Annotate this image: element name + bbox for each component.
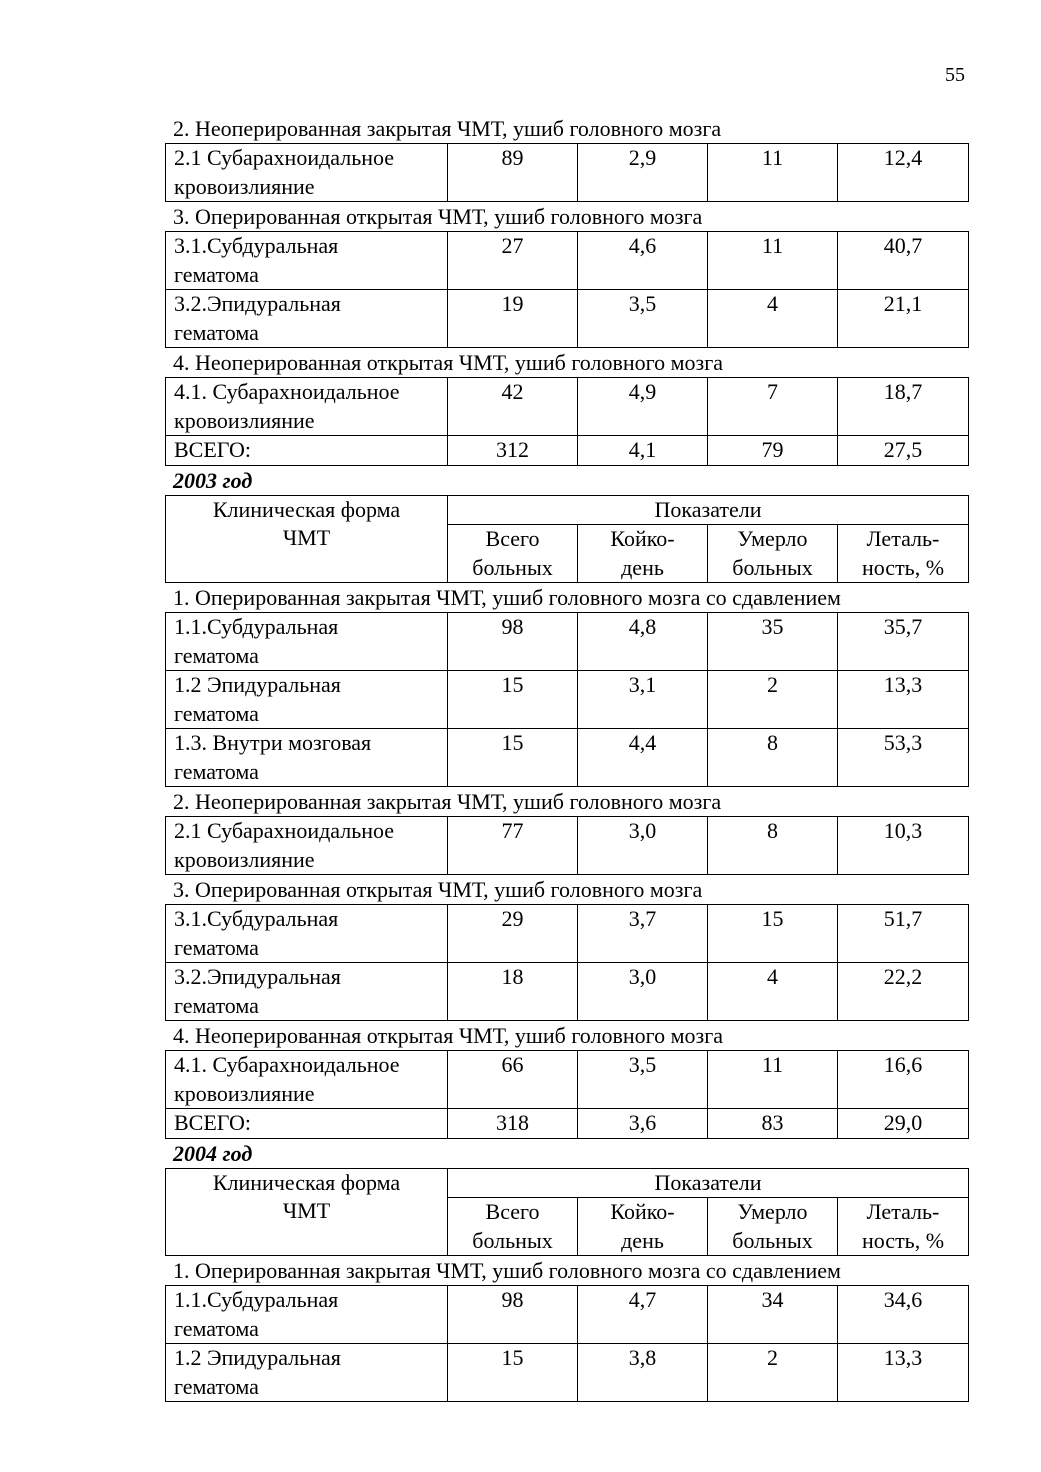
value-cell: 29,0	[838, 1109, 969, 1139]
cell-text-line: гематома	[174, 1373, 259, 1399]
cell-text-line: ность, %	[861, 554, 945, 580]
cell-text-line: Леталь-	[866, 1199, 940, 1224]
value-cell: 7	[708, 378, 838, 436]
table-row	[166, 290, 969, 348]
header-subcell	[708, 1198, 838, 1256]
cell-text-line: 1.2 Эпидуральная	[174, 672, 341, 697]
value-cell: 27	[448, 232, 578, 290]
value-cell: 4,7	[578, 1286, 708, 1344]
cell-text-line: гематома	[174, 1315, 259, 1341]
table-header	[165, 1168, 969, 1257]
value-cell: 4	[708, 290, 838, 348]
cell-text-line: кровоизлияние	[174, 1080, 315, 1106]
cell-text-line: ЧМТ	[282, 525, 331, 550]
table-row	[166, 671, 969, 729]
value-cell: 83	[708, 1109, 838, 1139]
cell-text-line: кровоизлияние	[174, 173, 315, 199]
table-row	[166, 613, 969, 671]
value-cell: 42	[448, 378, 578, 436]
cell-text-line: 3.2.Эпидуральная	[174, 964, 341, 989]
row-name-cell	[166, 232, 448, 290]
value-cell: 10,3	[838, 817, 969, 875]
row-name-cell	[166, 1051, 448, 1109]
value-cell: 11	[708, 232, 838, 290]
header-name-cell	[166, 495, 448, 583]
header-subcell	[448, 1198, 578, 1256]
value-cell: 35,7	[838, 613, 969, 671]
value-cell: 51,7	[838, 905, 969, 963]
header-subcell	[448, 525, 578, 583]
data-table	[165, 143, 969, 202]
table-row	[166, 378, 969, 436]
value-cell: 27,5	[838, 436, 969, 466]
row-name-cell	[166, 613, 448, 671]
value-cell: 34	[708, 1286, 838, 1344]
cell-text-line: больных	[472, 1227, 553, 1253]
value-cell: 34,6	[838, 1286, 969, 1344]
cell-text-line: 2.1 Субарахноидальное	[174, 145, 395, 170]
value-cell: 11	[708, 144, 838, 202]
value-cell: 15	[708, 905, 838, 963]
value-cell: 4,1	[578, 436, 708, 466]
value-cell: 89	[448, 144, 578, 202]
cell-text-line: гематома	[174, 934, 259, 960]
value-cell: 13,3	[838, 1344, 969, 1402]
value-cell: 4,9	[578, 378, 708, 436]
value-cell: 11	[708, 1051, 838, 1109]
cell-text-line: Леталь-	[866, 526, 940, 551]
year-heading: 2004 год	[173, 1140, 253, 1166]
cell-text-line: 4.1. Субарахноидальное	[174, 1052, 400, 1077]
cell-text-line: 1.1.Субдуральная	[174, 614, 339, 639]
table-row	[166, 1286, 969, 1344]
cell-text-line: ВСЕГО:	[174, 437, 251, 462]
cell-text-line: 1.2 Эпидуральная	[174, 1345, 341, 1370]
value-cell: 53,3	[838, 729, 969, 787]
cell-text-line: 1.3. Внутри мозговая	[174, 730, 372, 755]
table-row	[166, 817, 969, 875]
value-cell: 4,6	[578, 232, 708, 290]
value-cell: 3,7	[578, 905, 708, 963]
cell-text-line: гематома	[174, 642, 259, 668]
table-row	[166, 1051, 969, 1109]
value-cell: 4,4	[578, 729, 708, 787]
value-cell: 16,6	[838, 1051, 969, 1109]
value-cell: 40,7	[838, 232, 969, 290]
cell-text-line: день	[621, 1227, 664, 1253]
value-cell: 18,7	[838, 378, 969, 436]
header-row	[166, 495, 969, 525]
row-name-cell	[166, 729, 448, 787]
row-name-cell	[166, 905, 448, 963]
cell-text-line: гематома	[174, 992, 259, 1018]
row-name-cell	[166, 1109, 448, 1139]
row-name-cell	[166, 378, 448, 436]
cell-text-line: ВСЕГО:	[174, 1110, 251, 1135]
cell-text-line: 2.1 Субарахноидальное	[174, 818, 395, 843]
row-name-cell	[166, 963, 448, 1021]
value-cell: 29	[448, 905, 578, 963]
data-table	[165, 612, 969, 787]
cell-text-line: кровоизлияние	[174, 407, 315, 433]
cell-text-line: Клиническая форма	[212, 1169, 401, 1195]
header-row	[166, 1168, 969, 1198]
table-row	[166, 963, 969, 1021]
section-heading: 1. Оперированная закрытая ЧМТ, ушиб головного мозга со сдавлением	[173, 585, 841, 610]
value-cell: 312	[448, 436, 578, 466]
value-cell: 8	[708, 729, 838, 787]
table-row	[166, 232, 969, 290]
value-cell: 3,6	[578, 1109, 708, 1139]
value-cell: 8	[708, 817, 838, 875]
table-row	[166, 1344, 969, 1402]
header-main-cell: Показатели	[448, 495, 969, 525]
table-row	[166, 1109, 969, 1139]
value-cell: 22,2	[838, 963, 969, 1021]
cell-text-line: Умерло	[737, 526, 808, 551]
value-cell: 15	[448, 671, 578, 729]
data-table	[165, 231, 969, 348]
cell-text-line: больных	[472, 554, 553, 580]
year-heading: 2003 год	[173, 467, 253, 493]
value-cell: 98	[448, 613, 578, 671]
value-cell: 15	[448, 1344, 578, 1402]
value-cell: 13,3	[838, 671, 969, 729]
value-cell: 21,1	[838, 290, 969, 348]
row-name-cell	[166, 817, 448, 875]
value-cell: 3,0	[578, 963, 708, 1021]
value-cell: 3,1	[578, 671, 708, 729]
table-row	[166, 905, 969, 963]
value-cell: 35	[708, 613, 838, 671]
data-table	[165, 1050, 969, 1139]
header-main-cell: Показатели	[448, 1168, 969, 1198]
section-heading: 3. Оперированная открытая ЧМТ, ушиб головного мозга	[173, 204, 703, 229]
cell-text-line: Койко-	[610, 1199, 675, 1224]
value-cell: 66	[448, 1051, 578, 1109]
cell-text-line: 3.2.Эпидуральная	[174, 291, 341, 316]
value-cell: 3,5	[578, 290, 708, 348]
cell-text-line: Клиническая форма	[212, 496, 401, 522]
value-cell: 15	[448, 729, 578, 787]
cell-text-line: 1.1.Субдуральная	[174, 1287, 339, 1312]
cell-text-line: гематома	[174, 758, 259, 784]
section-heading: 4. Неоперированная открытая ЧМТ, ушиб головного мозга	[173, 350, 724, 375]
cell-text-line: день	[621, 554, 664, 580]
header-subcell	[838, 525, 969, 583]
cell-text-line: 3.1.Субдуральная	[174, 233, 339, 258]
section-heading: 4. Неоперированная открытая ЧМТ, ушиб головного мозга	[173, 1023, 724, 1048]
cell-text-line: гематома	[174, 700, 259, 726]
header-subcell	[578, 525, 708, 583]
value-cell: 2,9	[578, 144, 708, 202]
value-cell: 98	[448, 1286, 578, 1344]
value-cell: 3,5	[578, 1051, 708, 1109]
cell-text-line: больных	[732, 554, 813, 580]
value-cell: 79	[708, 436, 838, 466]
document-body	[165, 114, 968, 1402]
row-name-cell	[166, 1344, 448, 1402]
page-number: 55	[945, 64, 965, 86]
value-cell: 4,8	[578, 613, 708, 671]
section-heading: 2. Неоперированная закрытая ЧМТ, ушиб головного мозга	[173, 789, 722, 814]
cell-text-line: гематома	[174, 319, 259, 345]
row-name-cell	[166, 436, 448, 466]
cell-text-line: Всего	[485, 526, 540, 551]
value-cell: 2	[708, 1344, 838, 1402]
value-cell: 3,0	[578, 817, 708, 875]
section-heading: 3. Оперированная открытая ЧМТ, ушиб головного мозга	[173, 877, 703, 902]
table-row	[166, 729, 969, 787]
value-cell: 3,8	[578, 1344, 708, 1402]
data-table	[165, 904, 969, 1021]
cell-text-line: Умерло	[737, 1199, 808, 1224]
header-subcell	[578, 1198, 708, 1256]
row-name-cell	[166, 671, 448, 729]
value-cell: 2	[708, 671, 838, 729]
value-cell: 19	[448, 290, 578, 348]
data-table	[165, 816, 969, 875]
cell-text-line: ность, %	[861, 1227, 945, 1253]
cell-text-line: гематома	[174, 261, 259, 287]
table-header	[165, 495, 969, 584]
value-cell: 18	[448, 963, 578, 1021]
row-name-cell	[166, 1286, 448, 1344]
cell-text-line: 4.1. Субарахноидальное	[174, 379, 400, 404]
table-row	[166, 144, 969, 202]
header-subcell	[838, 1198, 969, 1256]
cell-text-line: больных	[732, 1227, 813, 1253]
table-row	[166, 436, 969, 466]
row-name-cell	[166, 144, 448, 202]
cell-text-line: ЧМТ	[282, 1198, 331, 1223]
value-cell: 12,4	[838, 144, 969, 202]
value-cell: 4	[708, 963, 838, 1021]
section-heading: 2. Неоперированная закрытая ЧМТ, ушиб головного мозга	[173, 116, 722, 141]
data-table	[165, 377, 969, 466]
section-heading: 1. Оперированная закрытая ЧМТ, ушиб головного мозга со сдавлением	[173, 1258, 841, 1283]
header-name-cell	[166, 1168, 448, 1256]
cell-text-line: кровоизлияние	[174, 846, 315, 872]
value-cell: 77	[448, 817, 578, 875]
cell-text-line: Койко-	[610, 526, 675, 551]
data-table	[165, 1285, 969, 1402]
header-subcell	[708, 525, 838, 583]
cell-text-line: 3.1.Субдуральная	[174, 906, 339, 931]
row-name-cell	[166, 290, 448, 348]
value-cell: 318	[448, 1109, 578, 1139]
cell-text-line: Всего	[485, 1199, 540, 1224]
